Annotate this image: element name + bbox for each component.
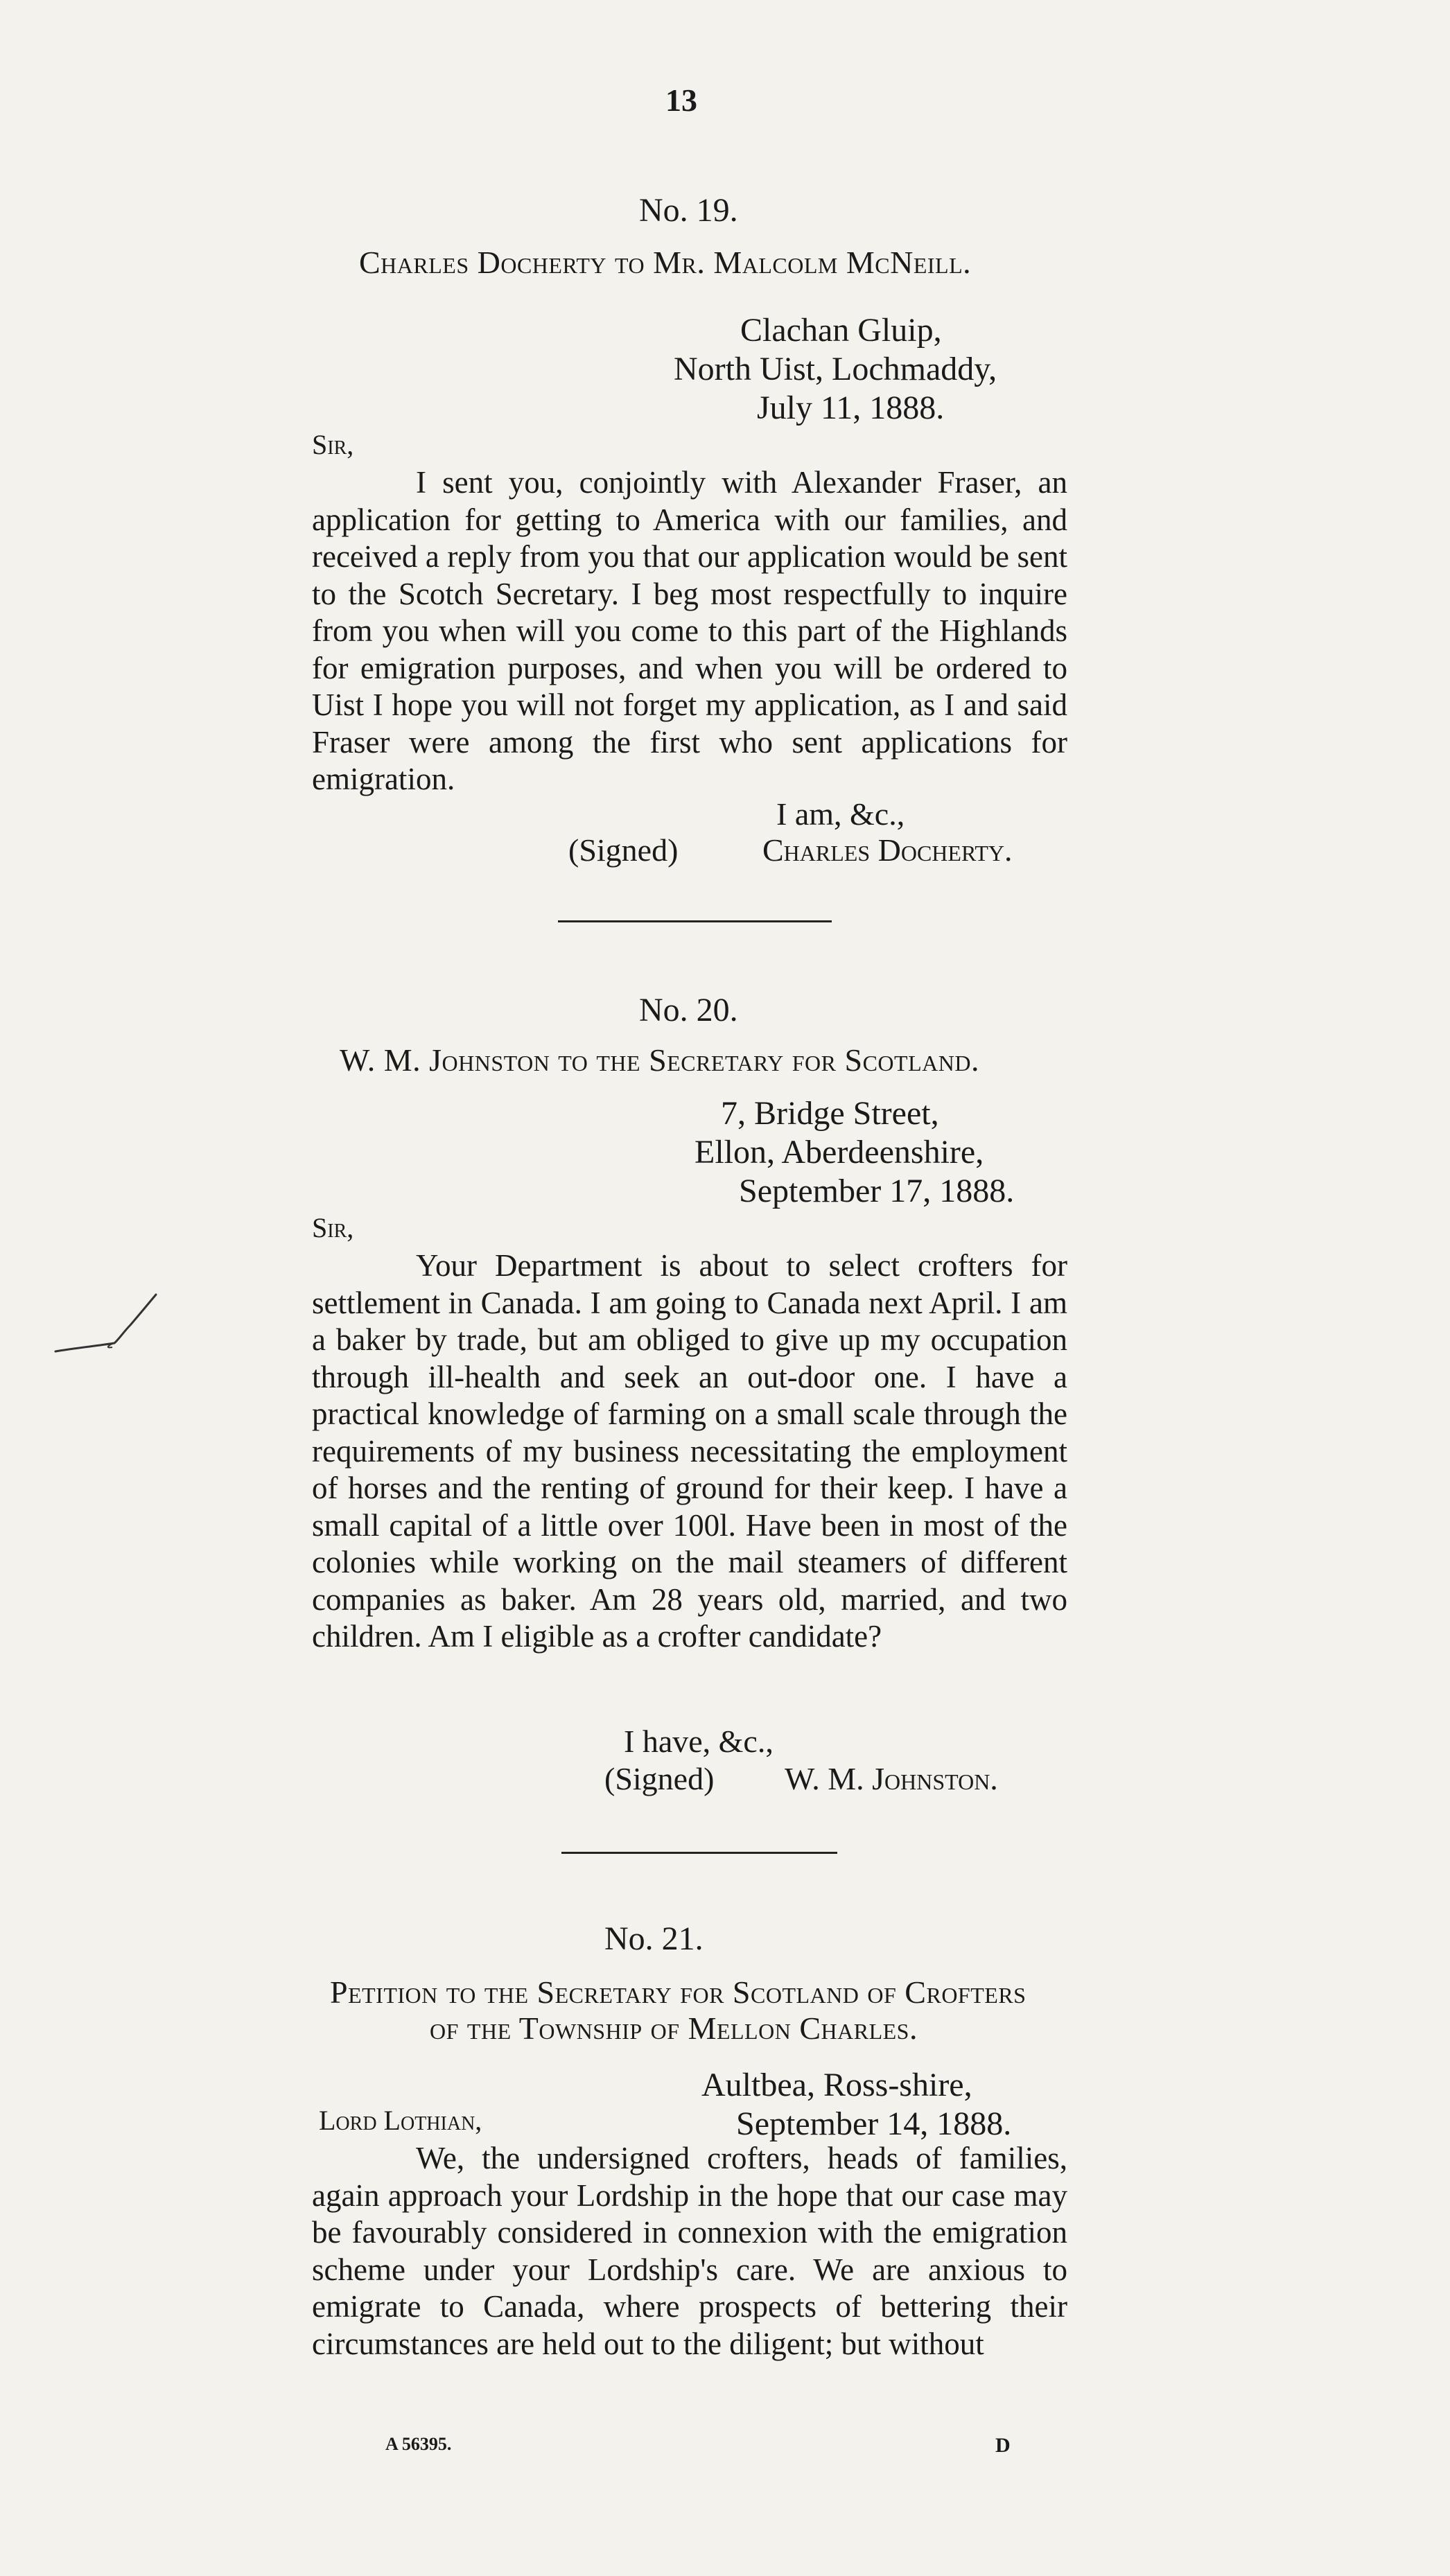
letter-19-paragraph: I sent you, conjointly with Alexander Fraser, an application for getting to America with our families, and received a reply from you that our application would be sent to the Scotch Secretary. I beg most respectfully to inquire from you when will you come to this part of the Highlands for emigration purposes, and when you will be ordered to Uist I hope you will not forget my application, as I and said Fraser were among the first who sent applications for emigration. (312, 465, 1067, 796)
letter-21-heading-line-1: Petition to the Secretary for Scotland of Crofters (330, 1974, 1027, 2010)
signature-mark: D (995, 2434, 1011, 2457)
letter-19-body (312, 464, 1067, 798)
letter-21-number: No. 21. (604, 1920, 704, 1957)
letter-21-paragraph: We, the undersigned crofters, heads of families, again approach your Lordship in the hope that our case may be favourably considered in connexion with the emigration scheme under your Lordship's care. We are anxious to emigrate to Canada, where prospects of bettering their circumstances are held out to the diligent; but without (312, 2141, 1067, 2361)
letter-19-heading: Charles Docherty to Mr. Malcolm McNeill. (359, 245, 972, 280)
letter-21-heading-line-2: of the Township of Mellon Charles. (430, 2010, 918, 2046)
letter-20-paragraph: Your Department is about to select crofters for settlement in Canada. I am going to Canada next April. I am a baker by trade, but am obliged to give up my occupation through ill-health and seek an out-door one. I have a practical knowledge of farming on a small scale through the requirements of my business necessitating the employment of horses and the renting of ground for their keep. I have a small capital of a little over 100l. Have been in most of the colonies while working on the mail steamers of different companies as baker. Am 28 years old, married, and two children. Am I eligible as a crofter candidate? (312, 1248, 1067, 1654)
letter-20-signature: W. M. Johnston. (785, 1761, 998, 1796)
letter-20-address-line-3: September 17, 1888. (739, 1173, 1015, 1209)
letter-20-signed-label: (Signed) (604, 1761, 715, 1796)
letter-19-signature: Charles Docherty. (762, 832, 1013, 868)
letter-21-address-line-1: Aultbea, Ross-shire, (701, 2067, 972, 2103)
letter-20-heading: W. M. Johnston to the Secretary for Scotland. (340, 1042, 979, 1078)
margin-pen-mark (49, 1282, 166, 1365)
print-reference: A 56395. (385, 2434, 452, 2454)
letter-21-salutation: Lord Lothian, (319, 2105, 482, 2136)
letter-19-signed-label: (Signed) (568, 832, 679, 868)
letter-20-address-line-2: Ellon, Aberdeenshire, (695, 1134, 984, 1171)
letter-21-address-line-2: September 14, 1888. (736, 2105, 1012, 2142)
letter-19-address-line-3: July 11, 1888. (757, 389, 945, 426)
letter-20-number: No. 20. (639, 992, 738, 1028)
letter-21-body (312, 2140, 1067, 2363)
letter-20-closing: I have, &c., (624, 1724, 774, 1759)
letter-20-address-line-1: 7, Bridge Street, (721, 1095, 939, 1132)
section-divider (561, 1852, 837, 1854)
letter-19-salutation: Sir, (312, 429, 354, 460)
letter-20-body (312, 1247, 1067, 1656)
section-divider (558, 920, 832, 922)
page-number: 13 (665, 82, 697, 118)
letter-20-salutation: Sir, (312, 1212, 354, 1243)
letter-19-address-line-1: Clachan Gluip, (740, 312, 942, 349)
letter-19-address-line-2: North Uist, Lochmaddy, (674, 351, 997, 387)
letter-19-number: No. 19. (639, 192, 738, 229)
letter-19-closing: I am, &c., (776, 796, 905, 832)
